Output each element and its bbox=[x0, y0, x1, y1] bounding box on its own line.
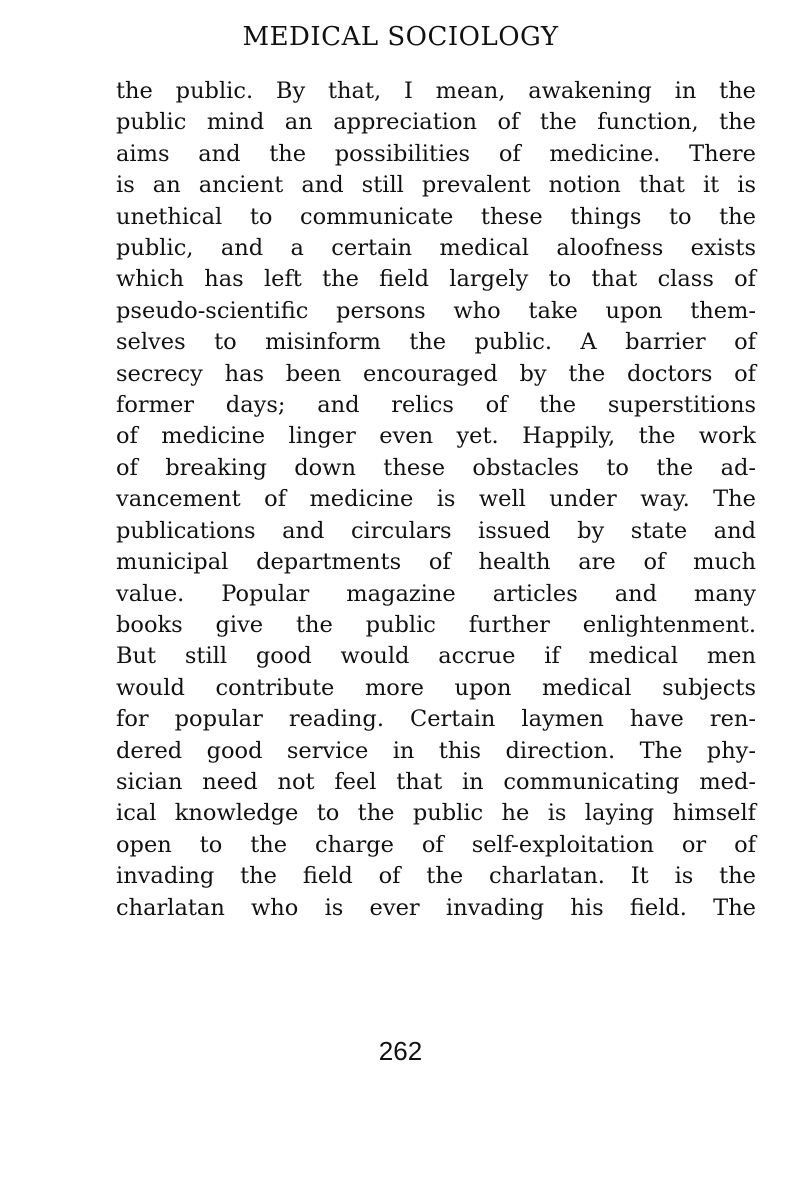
text-line: selves to misinform the public. A barrier of bbox=[116, 329, 756, 356]
text-line: pseudo-scientific persons who take upon them- bbox=[116, 297, 756, 324]
text-line: dered good service in this direction. The phy- bbox=[116, 737, 756, 764]
running-head: MEDICAL SOCIOLOGY bbox=[242, 22, 559, 52]
text-line: aims and the possibilities of medicine. There bbox=[116, 140, 756, 167]
text-line: for popular reading. Certain laymen have ren- bbox=[116, 706, 756, 733]
text-line: former days; and relics of the superstitions bbox=[116, 392, 756, 419]
text-line: open to the charge of self-exploitation or of bbox=[116, 831, 756, 858]
body-paragraph bbox=[116, 76, 756, 924]
text-line: publications and circulars issued by state and bbox=[116, 517, 756, 544]
text-line: unethical to communicate these things to the bbox=[116, 203, 756, 230]
text-line: public, and a certain medical aloofness exists bbox=[116, 235, 756, 262]
text-line: of medicine linger even yet. Happily, the work bbox=[116, 423, 756, 450]
text-line: books give the public further enlightenment. bbox=[116, 611, 756, 638]
text-line: vancement of medicine is well under way. The bbox=[116, 486, 756, 513]
text-line: is an ancient and still prevalent notion that it is bbox=[116, 172, 756, 199]
text-line: would contribute more upon medical subjects bbox=[116, 674, 756, 701]
text-line: of breaking down these obstacles to the ad- bbox=[116, 454, 756, 481]
text-line: charlatan who is ever invading his field. The bbox=[116, 894, 756, 921]
text-line: But still good would accrue if medical men bbox=[116, 643, 756, 670]
text-line: invading the field of the charlatan. It is the bbox=[116, 863, 756, 890]
text-line: secrecy has been encouraged by the doctors of bbox=[116, 360, 756, 387]
text-line: sician need not feel that in communicating med- bbox=[116, 768, 756, 795]
text-line: value. Popular magazine articles and many bbox=[116, 580, 756, 607]
text-line: which has left the field largely to that class of bbox=[116, 266, 756, 293]
text-line: public mind an appreciation of the function, the bbox=[116, 109, 756, 136]
text-line: municipal departments of health are of much bbox=[116, 549, 756, 576]
text-line: the public. By that, I mean, awakening in the bbox=[116, 78, 756, 104]
text-line: ical knowledge to the public he is laying himself bbox=[116, 800, 756, 827]
page-number: 262 bbox=[378, 1036, 423, 1066]
